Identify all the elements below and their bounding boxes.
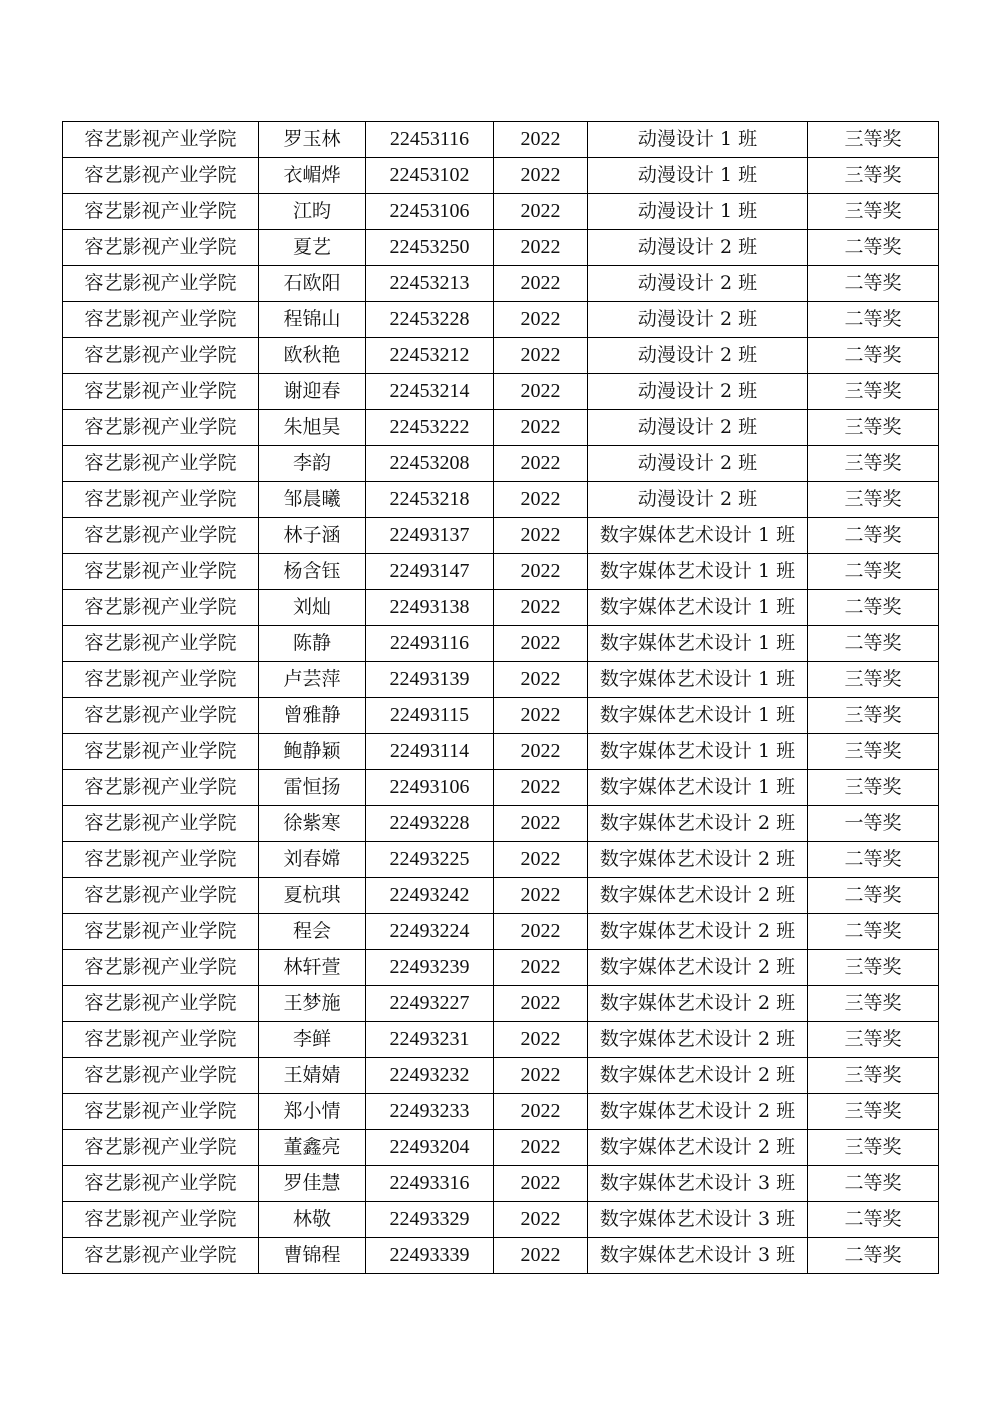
grade-year-cell: 2022 bbox=[494, 302, 588, 338]
grade-year-cell: 2022 bbox=[494, 950, 588, 986]
grade-year-cell: 2022 bbox=[494, 194, 588, 230]
class-name-cell: 动漫设计 2 班 bbox=[588, 338, 808, 374]
student-id-cell: 22453214 bbox=[366, 374, 494, 410]
grade-year-cell: 2022 bbox=[494, 266, 588, 302]
class-name-cell: 数字媒体艺术设计 2 班 bbox=[588, 1130, 808, 1166]
student-id-cell: 22493228 bbox=[366, 806, 494, 842]
award-level-cell: 三等奖 bbox=[808, 662, 939, 698]
student-name-cell: 雷恒扬 bbox=[259, 770, 366, 806]
student-id-cell: 22453213 bbox=[366, 266, 494, 302]
college-cell: 容艺影视产业学院 bbox=[63, 158, 259, 194]
grade-year-cell: 2022 bbox=[494, 1058, 588, 1094]
class-name-cell: 数字媒体艺术设计 3 班 bbox=[588, 1238, 808, 1274]
student-id-cell: 22493329 bbox=[366, 1202, 494, 1238]
award-level-cell: 三等奖 bbox=[808, 734, 939, 770]
grade-year-cell: 2022 bbox=[494, 878, 588, 914]
award-level-cell: 二等奖 bbox=[808, 266, 939, 302]
student-name-cell: 夏杭琪 bbox=[259, 878, 366, 914]
student-id-cell: 22493339 bbox=[366, 1238, 494, 1274]
student-id-cell: 22493114 bbox=[366, 734, 494, 770]
grade-year-cell: 2022 bbox=[494, 626, 588, 662]
student-name-cell: 林敬 bbox=[259, 1202, 366, 1238]
student-name-cell: 邹晨曦 bbox=[259, 482, 366, 518]
table-row bbox=[63, 1166, 939, 1202]
award-level-cell: 二等奖 bbox=[808, 338, 939, 374]
college-cell: 容艺影视产业学院 bbox=[63, 1202, 259, 1238]
table-row bbox=[63, 446, 939, 482]
grade-year-cell: 2022 bbox=[494, 806, 588, 842]
table-row bbox=[63, 662, 939, 698]
student-name-cell: 夏艺 bbox=[259, 230, 366, 266]
class-name-cell: 数字媒体艺术设计 1 班 bbox=[588, 554, 808, 590]
grade-year-cell: 2022 bbox=[494, 698, 588, 734]
table-row bbox=[63, 914, 939, 950]
student-id-cell: 22493116 bbox=[366, 626, 494, 662]
award-level-cell: 一等奖 bbox=[808, 806, 939, 842]
table-row bbox=[63, 1022, 939, 1058]
table-row bbox=[63, 302, 939, 338]
student-id-cell: 22453208 bbox=[366, 446, 494, 482]
table-row bbox=[63, 554, 939, 590]
award-level-cell: 三等奖 bbox=[808, 1058, 939, 1094]
college-cell: 容艺影视产业学院 bbox=[63, 1094, 259, 1130]
student-id-cell: 22493137 bbox=[366, 518, 494, 554]
college-cell: 容艺影视产业学院 bbox=[63, 482, 259, 518]
college-cell: 容艺影视产业学院 bbox=[63, 770, 259, 806]
student-id-cell: 22493139 bbox=[366, 662, 494, 698]
table-row bbox=[63, 1058, 939, 1094]
student-id-cell: 22453106 bbox=[366, 194, 494, 230]
award-level-cell: 二等奖 bbox=[808, 590, 939, 626]
award-level-cell: 三等奖 bbox=[808, 698, 939, 734]
college-cell: 容艺影视产业学院 bbox=[63, 1130, 259, 1166]
student-id-cell: 22493115 bbox=[366, 698, 494, 734]
student-name-cell: 卢芸萍 bbox=[259, 662, 366, 698]
student-name-cell: 朱旭昊 bbox=[259, 410, 366, 446]
class-name-cell: 动漫设计 1 班 bbox=[588, 158, 808, 194]
student-name-cell: 衣嵋烨 bbox=[259, 158, 366, 194]
college-cell: 容艺影视产业学院 bbox=[63, 554, 259, 590]
grade-year-cell: 2022 bbox=[494, 122, 588, 158]
class-name-cell: 数字媒体艺术设计 1 班 bbox=[588, 518, 808, 554]
class-name-cell: 数字媒体艺术设计 2 班 bbox=[588, 842, 808, 878]
college-cell: 容艺影视产业学院 bbox=[63, 698, 259, 734]
student-name-cell: 李鲜 bbox=[259, 1022, 366, 1058]
college-cell: 容艺影视产业学院 bbox=[63, 122, 259, 158]
college-cell: 容艺影视产业学院 bbox=[63, 338, 259, 374]
college-cell: 容艺影视产业学院 bbox=[63, 1058, 259, 1094]
table-row bbox=[63, 518, 939, 554]
table-row bbox=[63, 950, 939, 986]
class-name-cell: 动漫设计 2 班 bbox=[588, 266, 808, 302]
grade-year-cell: 2022 bbox=[494, 1238, 588, 1274]
college-cell: 容艺影视产业学院 bbox=[63, 878, 259, 914]
grade-year-cell: 2022 bbox=[494, 662, 588, 698]
grade-year-cell: 2022 bbox=[494, 770, 588, 806]
table-row bbox=[63, 806, 939, 842]
award-level-cell: 三等奖 bbox=[808, 446, 939, 482]
grade-year-cell: 2022 bbox=[494, 914, 588, 950]
college-cell: 容艺影视产业学院 bbox=[63, 518, 259, 554]
award-level-cell: 二等奖 bbox=[808, 914, 939, 950]
student-name-cell: 徐紫寒 bbox=[259, 806, 366, 842]
grade-year-cell: 2022 bbox=[494, 338, 588, 374]
class-name-cell: 数字媒体艺术设计 2 班 bbox=[588, 914, 808, 950]
class-name-cell: 动漫设计 2 班 bbox=[588, 482, 808, 518]
grade-year-cell: 2022 bbox=[494, 1022, 588, 1058]
grade-year-cell: 2022 bbox=[494, 1166, 588, 1202]
student-name-cell: 谢迎春 bbox=[259, 374, 366, 410]
student-name-cell: 林子涵 bbox=[259, 518, 366, 554]
grade-year-cell: 2022 bbox=[494, 1202, 588, 1238]
class-name-cell: 数字媒体艺术设计 3 班 bbox=[588, 1166, 808, 1202]
class-name-cell: 动漫设计 2 班 bbox=[588, 230, 808, 266]
class-name-cell: 数字媒体艺术设计 1 班 bbox=[588, 626, 808, 662]
college-cell: 容艺影视产业学院 bbox=[63, 1022, 259, 1058]
student-name-cell: 曹锦程 bbox=[259, 1238, 366, 1274]
student-id-cell: 22493227 bbox=[366, 986, 494, 1022]
class-name-cell: 动漫设计 1 班 bbox=[588, 122, 808, 158]
student-id-cell: 22493204 bbox=[366, 1130, 494, 1166]
class-name-cell: 动漫设计 1 班 bbox=[588, 194, 808, 230]
award-level-cell: 三等奖 bbox=[808, 986, 939, 1022]
college-cell: 容艺影视产业学院 bbox=[63, 1166, 259, 1202]
college-cell: 容艺影视产业学院 bbox=[63, 806, 259, 842]
award-level-cell: 三等奖 bbox=[808, 374, 939, 410]
table-row bbox=[63, 230, 939, 266]
student-name-cell: 刘春嫦 bbox=[259, 842, 366, 878]
college-cell: 容艺影视产业学院 bbox=[63, 302, 259, 338]
award-level-cell: 二等奖 bbox=[808, 626, 939, 662]
class-name-cell: 数字媒体艺术设计 2 班 bbox=[588, 986, 808, 1022]
award-level-cell: 三等奖 bbox=[808, 410, 939, 446]
student-name-cell: 罗佳慧 bbox=[259, 1166, 366, 1202]
student-name-cell: 王婧婧 bbox=[259, 1058, 366, 1094]
student-id-cell: 22453222 bbox=[366, 410, 494, 446]
college-cell: 容艺影视产业学院 bbox=[63, 914, 259, 950]
student-name-cell: 程会 bbox=[259, 914, 366, 950]
table-row bbox=[63, 698, 939, 734]
student-name-cell: 林轩萱 bbox=[259, 950, 366, 986]
college-cell: 容艺影视产业学院 bbox=[63, 410, 259, 446]
table-row bbox=[63, 266, 939, 302]
award-level-cell: 二等奖 bbox=[808, 1202, 939, 1238]
college-cell: 容艺影视产业学院 bbox=[63, 590, 259, 626]
award-level-cell: 三等奖 bbox=[808, 950, 939, 986]
class-name-cell: 数字媒体艺术设计 1 班 bbox=[588, 590, 808, 626]
student-id-cell: 22453116 bbox=[366, 122, 494, 158]
grade-year-cell: 2022 bbox=[494, 1094, 588, 1130]
award-level-cell: 二等奖 bbox=[808, 878, 939, 914]
grade-year-cell: 2022 bbox=[494, 1130, 588, 1166]
student-name-cell: 曾雅静 bbox=[259, 698, 366, 734]
class-name-cell: 数字媒体艺术设计 2 班 bbox=[588, 806, 808, 842]
student-id-cell: 22493106 bbox=[366, 770, 494, 806]
college-cell: 容艺影视产业学院 bbox=[63, 950, 259, 986]
class-name-cell: 数字媒体艺术设计 1 班 bbox=[588, 770, 808, 806]
student-name-cell: 鲍静颖 bbox=[259, 734, 366, 770]
college-cell: 容艺影视产业学院 bbox=[63, 374, 259, 410]
college-cell: 容艺影视产业学院 bbox=[63, 194, 259, 230]
student-id-cell: 22453218 bbox=[366, 482, 494, 518]
college-cell: 容艺影视产业学院 bbox=[63, 986, 259, 1022]
table-row bbox=[63, 122, 939, 158]
student-id-cell: 22493231 bbox=[366, 1022, 494, 1058]
student-id-cell: 22493224 bbox=[366, 914, 494, 950]
student-id-cell: 22493232 bbox=[366, 1058, 494, 1094]
table-row bbox=[63, 842, 939, 878]
student-id-cell: 22453250 bbox=[366, 230, 494, 266]
student-id-cell: 22493239 bbox=[366, 950, 494, 986]
class-name-cell: 数字媒体艺术设计 2 班 bbox=[588, 1022, 808, 1058]
student-name-cell: 杨含钰 bbox=[259, 554, 366, 590]
table-row bbox=[63, 1094, 939, 1130]
student-id-cell: 22453228 bbox=[366, 302, 494, 338]
class-name-cell: 数字媒体艺术设计 2 班 bbox=[588, 950, 808, 986]
grade-year-cell: 2022 bbox=[494, 590, 588, 626]
grade-year-cell: 2022 bbox=[494, 554, 588, 590]
class-name-cell: 数字媒体艺术设计 2 班 bbox=[588, 1094, 808, 1130]
table-row bbox=[63, 1202, 939, 1238]
student-name-cell: 罗玉林 bbox=[259, 122, 366, 158]
table-row bbox=[63, 410, 939, 446]
class-name-cell: 数字媒体艺术设计 1 班 bbox=[588, 734, 808, 770]
class-name-cell: 数字媒体艺术设计 2 班 bbox=[588, 1058, 808, 1094]
table-row bbox=[63, 194, 939, 230]
table-row bbox=[63, 1130, 939, 1166]
grade-year-cell: 2022 bbox=[494, 446, 588, 482]
table-row bbox=[63, 1238, 939, 1274]
college-cell: 容艺影视产业学院 bbox=[63, 626, 259, 662]
table-row bbox=[63, 986, 939, 1022]
grade-year-cell: 2022 bbox=[494, 986, 588, 1022]
award-level-cell: 三等奖 bbox=[808, 194, 939, 230]
college-cell: 容艺影视产业学院 bbox=[63, 1238, 259, 1274]
college-cell: 容艺影视产业学院 bbox=[63, 266, 259, 302]
table-row bbox=[63, 482, 939, 518]
class-name-cell: 动漫设计 2 班 bbox=[588, 374, 808, 410]
table-row bbox=[63, 770, 939, 806]
college-cell: 容艺影视产业学院 bbox=[63, 230, 259, 266]
college-cell: 容艺影视产业学院 bbox=[63, 446, 259, 482]
award-level-cell: 三等奖 bbox=[808, 1094, 939, 1130]
grade-year-cell: 2022 bbox=[494, 734, 588, 770]
class-name-cell: 数字媒体艺术设计 1 班 bbox=[588, 698, 808, 734]
student-id-cell: 22493147 bbox=[366, 554, 494, 590]
class-name-cell: 数字媒体艺术设计 2 班 bbox=[588, 878, 808, 914]
class-name-cell: 动漫设计 2 班 bbox=[588, 302, 808, 338]
table-row bbox=[63, 734, 939, 770]
table-row bbox=[63, 590, 939, 626]
table-row bbox=[63, 878, 939, 914]
student-name-cell: 董鑫亮 bbox=[259, 1130, 366, 1166]
student-id-cell: 22453102 bbox=[366, 158, 494, 194]
award-level-cell: 二等奖 bbox=[808, 302, 939, 338]
student-id-cell: 22493316 bbox=[366, 1166, 494, 1202]
grade-year-cell: 2022 bbox=[494, 374, 588, 410]
student-id-cell: 22493242 bbox=[366, 878, 494, 914]
award-level-cell: 二等奖 bbox=[808, 1166, 939, 1202]
student-name-cell: 郑小情 bbox=[259, 1094, 366, 1130]
award-level-cell: 三等奖 bbox=[808, 1022, 939, 1058]
award-level-cell: 二等奖 bbox=[808, 1238, 939, 1274]
award-level-cell: 二等奖 bbox=[808, 230, 939, 266]
college-cell: 容艺影视产业学院 bbox=[63, 734, 259, 770]
award-table-body bbox=[63, 122, 939, 1274]
student-id-cell: 22493225 bbox=[366, 842, 494, 878]
award-level-cell: 三等奖 bbox=[808, 158, 939, 194]
student-id-cell: 22453212 bbox=[366, 338, 494, 374]
award-level-cell: 三等奖 bbox=[808, 1130, 939, 1166]
student-id-cell: 22493233 bbox=[366, 1094, 494, 1130]
table-row bbox=[63, 338, 939, 374]
table-row bbox=[63, 158, 939, 194]
table-row bbox=[63, 374, 939, 410]
grade-year-cell: 2022 bbox=[494, 842, 588, 878]
grade-year-cell: 2022 bbox=[494, 158, 588, 194]
class-name-cell: 数字媒体艺术设计 1 班 bbox=[588, 662, 808, 698]
student-id-cell: 22493138 bbox=[366, 590, 494, 626]
college-cell: 容艺影视产业学院 bbox=[63, 662, 259, 698]
student-name-cell: 陈静 bbox=[259, 626, 366, 662]
award-list-table bbox=[62, 121, 939, 1274]
table-row bbox=[63, 626, 939, 662]
student-name-cell: 刘灿 bbox=[259, 590, 366, 626]
student-name-cell: 江昀 bbox=[259, 194, 366, 230]
student-name-cell: 石欧阳 bbox=[259, 266, 366, 302]
college-cell: 容艺影视产业学院 bbox=[63, 842, 259, 878]
class-name-cell: 动漫设计 2 班 bbox=[588, 446, 808, 482]
award-level-cell: 二等奖 bbox=[808, 554, 939, 590]
grade-year-cell: 2022 bbox=[494, 518, 588, 554]
award-level-cell: 二等奖 bbox=[808, 518, 939, 554]
student-name-cell: 李韵 bbox=[259, 446, 366, 482]
award-level-cell: 三等奖 bbox=[808, 122, 939, 158]
grade-year-cell: 2022 bbox=[494, 482, 588, 518]
student-name-cell: 程锦山 bbox=[259, 302, 366, 338]
award-level-cell: 三等奖 bbox=[808, 482, 939, 518]
grade-year-cell: 2022 bbox=[494, 230, 588, 266]
class-name-cell: 动漫设计 2 班 bbox=[588, 410, 808, 446]
award-level-cell: 二等奖 bbox=[808, 842, 939, 878]
class-name-cell: 数字媒体艺术设计 3 班 bbox=[588, 1202, 808, 1238]
student-name-cell: 欧秋艳 bbox=[259, 338, 366, 374]
student-name-cell: 王梦施 bbox=[259, 986, 366, 1022]
grade-year-cell: 2022 bbox=[494, 410, 588, 446]
award-level-cell: 三等奖 bbox=[808, 770, 939, 806]
